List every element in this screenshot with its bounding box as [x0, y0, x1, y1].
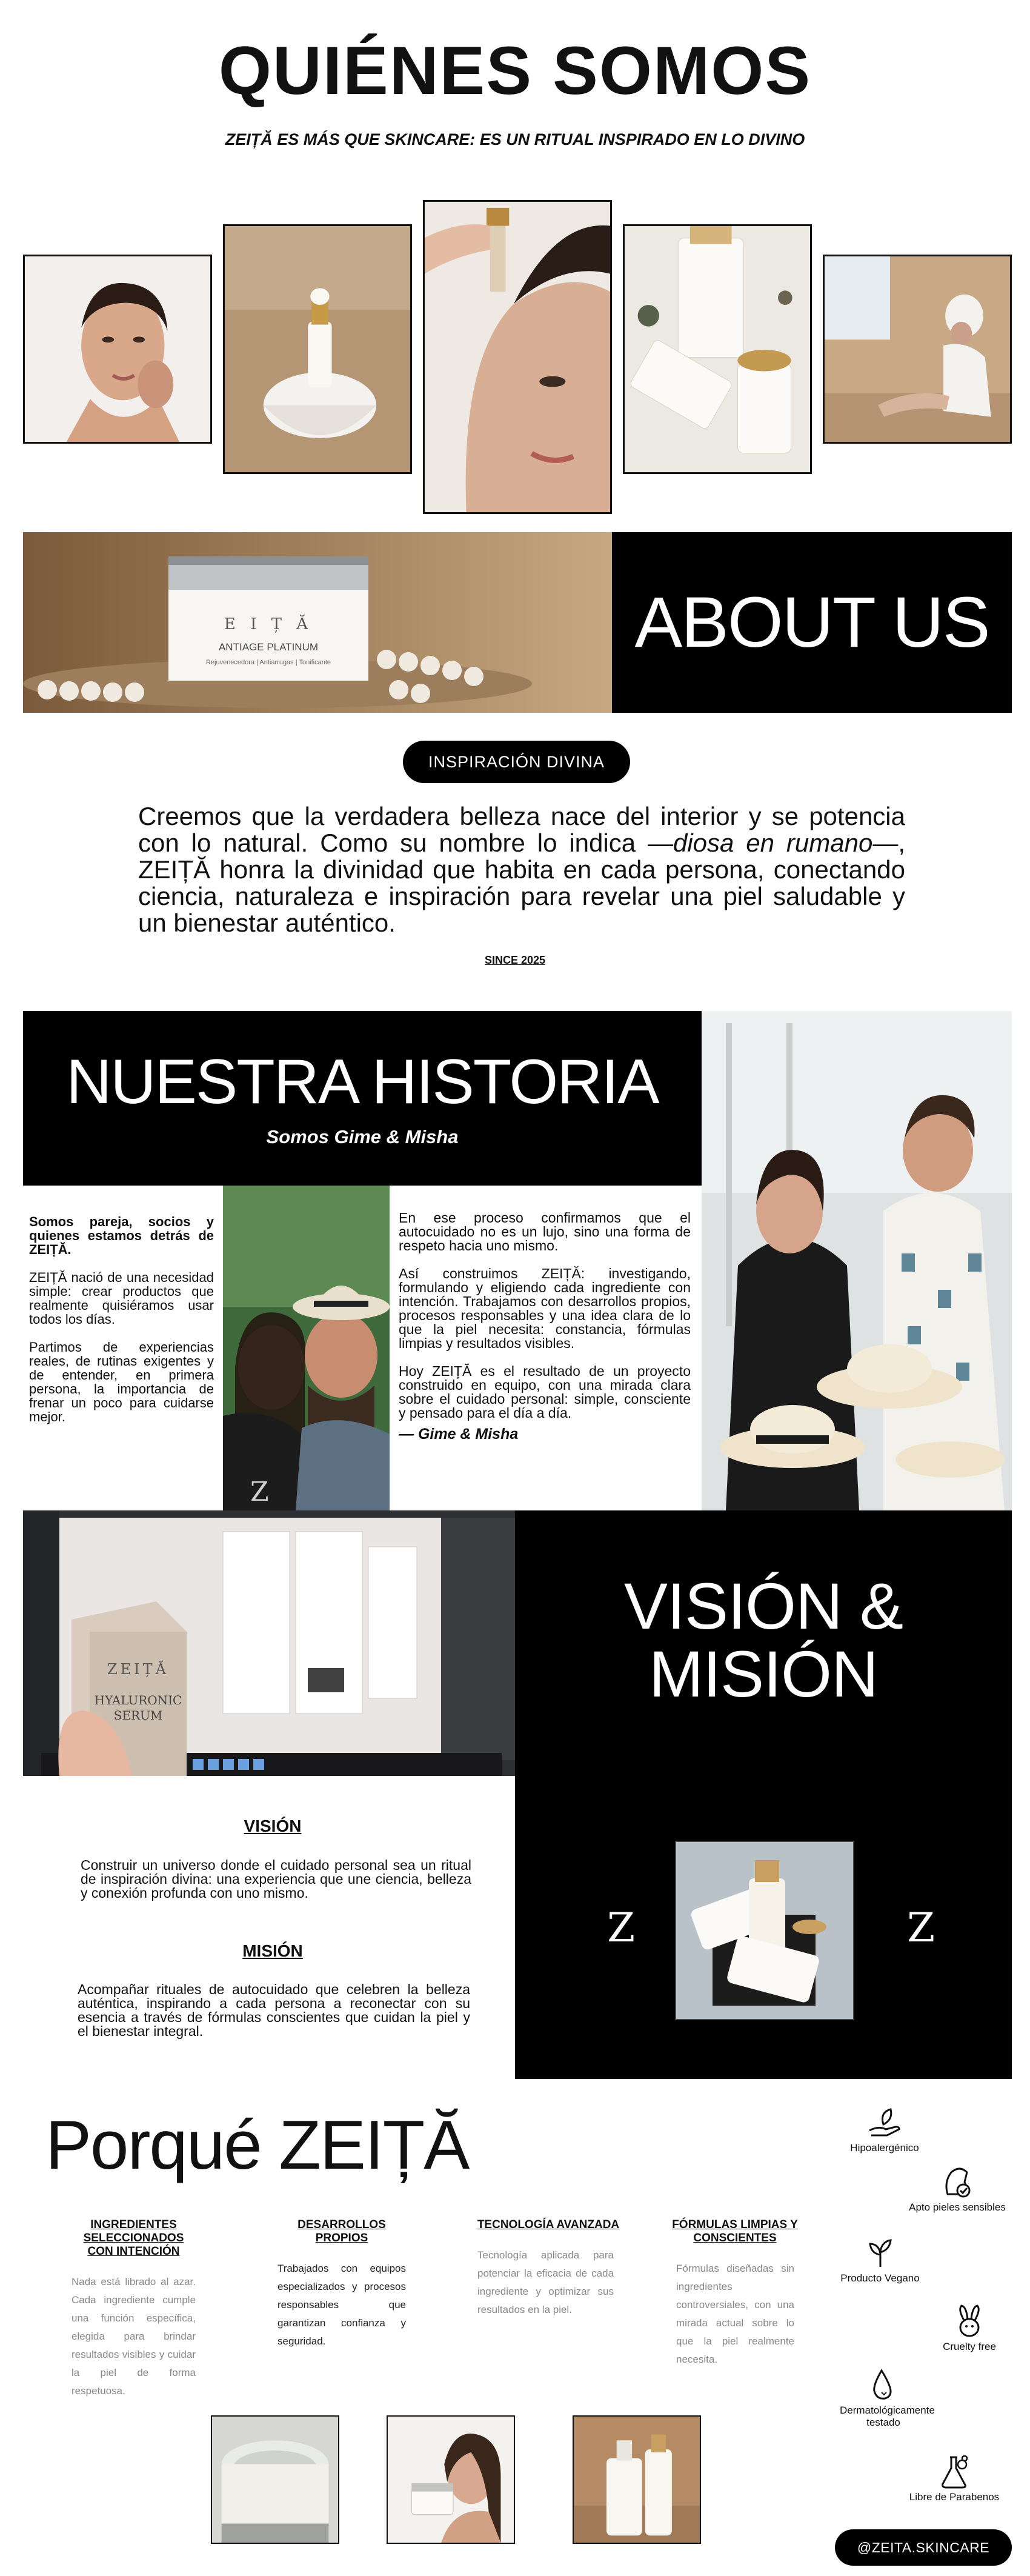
- why-col-3: [467, 2218, 630, 2319]
- badge-label: Apto pieles sensibles: [909, 2201, 1006, 2213]
- inspiration-badge: INSPIRACIÓN DIVINA: [403, 741, 630, 783]
- about-us-title: ABOUT US: [634, 582, 989, 662]
- history-left-p1: ZEIȚĂ nació de una necesidad simple: crear productos que realmente quisiéramos usar todos los días.: [29, 1270, 214, 1327]
- couple-selfie-photo: [223, 1186, 390, 1510]
- why-col-text: Trabajados con equipos especializados y procesos responsables que garantizan confianza y seguridad.: [277, 2263, 406, 2347]
- inspiration-text: Creemos que la verdadera belleza nace del interior y se potencia con lo natural. Como su nombre lo indica —diosa en rumano—, ZEIȚĂ honra la divinidad que habita en cada persona, conectando ciencia, naturaleza e inspiración para revelar una piel saludable y un bienestar auténtico.: [138, 802, 905, 937]
- products-flatlay-photo: [623, 224, 812, 474]
- vision-title: VISIÓN & MISIÓN: [623, 1569, 903, 1710]
- badge-label: Libre de Parabenos: [909, 2491, 1000, 2503]
- zeita-logo-left: Z: [607, 1904, 635, 1951]
- vision-heading: VISIÓN: [244, 1817, 302, 1835]
- history-left-p2: Partimos de experiencias reales, de rutinas exigentes y de entender, en primera persona, la importancia de frenar un poco para cuidarse mejor.: [29, 1340, 214, 1424]
- towel-woman-photo: [823, 255, 1012, 444]
- why-col-2: [277, 2218, 406, 2351]
- why-col-text: Nada está librado al azar. Cada ingrediente cumple una función específica, elegida para brindar resultados visibles y cuidar la piel de forma respetuosa.: [71, 2276, 196, 2397]
- social-handle-button[interactable]: @ZEITA.SKINCARE: [835, 2529, 1012, 2566]
- why-col-1: [71, 2218, 196, 2400]
- hand-leaf-icon: [866, 2106, 903, 2140]
- badge-hypoallergenic: [824, 2106, 945, 2154]
- vision-title-panel: [515, 1510, 1012, 2079]
- history-right-p3: Hoy ZEIȚĂ es el resultado de un proyecto construido en equipo, con una mirada clara sobre el cuidado personal: simple, consciente y pensado para el día a día.: [399, 1363, 691, 1421]
- history-title: NUESTRA HISTORIA: [66, 1047, 659, 1117]
- svg-text:ANTIAGE PLATINUM: ANTIAGE PLATINUM: [218, 641, 319, 653]
- why-col-text: Fórmulas diseñadas sin ingredientes controversiales, con una mirada actual sobre lo que la piel realmente necesita.: [676, 2263, 794, 2365]
- dropper-face-photo: [423, 200, 612, 514]
- badge-dermatological: [823, 2367, 944, 2429]
- why-col-4: [665, 2218, 805, 2369]
- badge-cruelty-free: [930, 2303, 1009, 2353]
- svg-text:SERUM: SERUM: [113, 1708, 163, 1723]
- history-subtitle: Somos Gime & Misha: [266, 1126, 459, 1147]
- about-us-panel: [612, 532, 1012, 713]
- jar-texture-photo: [211, 2415, 339, 2544]
- why-title: Porqué ZEIȚĂ: [45, 2107, 469, 2184]
- badge-label: Hipoalergénico: [850, 2142, 919, 2154]
- svg-text:Z: Z: [250, 1477, 269, 1507]
- badge-label: Cruelty free: [943, 2341, 996, 2352]
- why-col-heading: TECNOLOGÍA AVANZADA: [477, 2218, 620, 2231]
- badge-paraben-free: [897, 2454, 1012, 2503]
- history-left-bold: Somos pareja, socios y quienes estamos detrás de ZEIȚĂ.: [29, 1214, 214, 1257]
- products-box-photo: [675, 1841, 854, 2020]
- packaging-design-photo: [23, 1510, 515, 1776]
- badge-vegan: [818, 2237, 942, 2284]
- svg-text:ZEIȚĂ: ZEIȚĂ: [107, 1661, 170, 1678]
- inspiration-italic: diosa en rumano: [673, 829, 873, 857]
- bunny-icon: [954, 2303, 985, 2340]
- since-label: SINCE 2025: [484, 954, 546, 966]
- why-col-heading: DESARROLLOS PROPIOS: [297, 2218, 386, 2244]
- badge-sensitive-skin: [894, 2164, 1021, 2214]
- why-col-heading: INGREDIENTES SELECCIONADOS CON INTENCIÓN: [83, 2218, 184, 2258]
- svg-text:HYALURONIC: HYALURONIC: [94, 1693, 182, 1707]
- flask-icon: [938, 2454, 971, 2490]
- vegan-leaf-icon: [865, 2237, 895, 2270]
- mission-text: Acompañar rituales de autocuidado que celebren la belleza auténtica, inspirando a cada persona a reconectar con su esencia a través de fórmulas conscientes que cuidan la piel y el bienestar integral.: [78, 1981, 470, 2039]
- history-title-panel: [23, 1011, 702, 1186]
- drop-icon: [868, 2367, 899, 2403]
- vision-text: Construir un universo donde el cuidado personal sea un ritual de inspiración divina: una experiencia que une ciencia, belleza y conexión profunda con uno mismo.: [81, 1857, 471, 1901]
- serum-bowl-photo: [223, 224, 412, 474]
- sensitive-skin-icon: [939, 2164, 975, 2200]
- badge-label: Dermatológicamente testado: [840, 2404, 935, 2428]
- svg-text:Rejuvenecedora | Antiarrugas |: Rejuvenecedora | Antiarrugas | Tonificante: [205, 659, 331, 666]
- zeita-logo-right: Z: [907, 1904, 935, 1951]
- page-subtitle: ZEIȚĂ ES MÁS QUE SKINCARE: ES UN RITUAL INSPIRADO EN LO DIVINO: [225, 130, 805, 148]
- history-signature: — Gime & Misha: [399, 1426, 519, 1443]
- badge-label: Producto Vegano: [840, 2272, 920, 2284]
- model-jar-photo: [387, 2415, 515, 2544]
- page-title: QUIÉNES SOMOS: [218, 33, 812, 108]
- bottles-photo: [573, 2415, 701, 2544]
- svg-text:E I Ț Ă: E I Ț Ă: [224, 615, 313, 633]
- mission-heading: MISIÓN: [242, 1941, 303, 1960]
- why-col-text: Tecnología aplicada para potenciar la eficacia de cada ingrediente y optimizar sus resultados en la piel.: [477, 2249, 614, 2315]
- why-col-heading: FÓRMULAS LIMPIAS Y CONSCIENTES: [672, 2218, 798, 2244]
- model-face-photo: [23, 255, 212, 444]
- history-right-p1: En ese proceso confirmamos que el autocuidado no es un lujo, sino una forma de respeto hacia uno mismo.: [399, 1210, 691, 1253]
- about-banner-photo: [23, 532, 612, 713]
- history-right-p2: Así construimos ZEIȚĂ: investigando, formulando y eligiendo cada ingrediente con intención. Trabajamos con desarrollos propios, procesos responsables y una idea clara de lo que la piel necesita: constancia, fórmulas limpias y resultados visibles.: [399, 1266, 691, 1351]
- history-right-text: [399, 1211, 691, 1441]
- history-left-text: [29, 1215, 214, 1424]
- couple-hats-photo: [702, 1011, 1012, 1510]
